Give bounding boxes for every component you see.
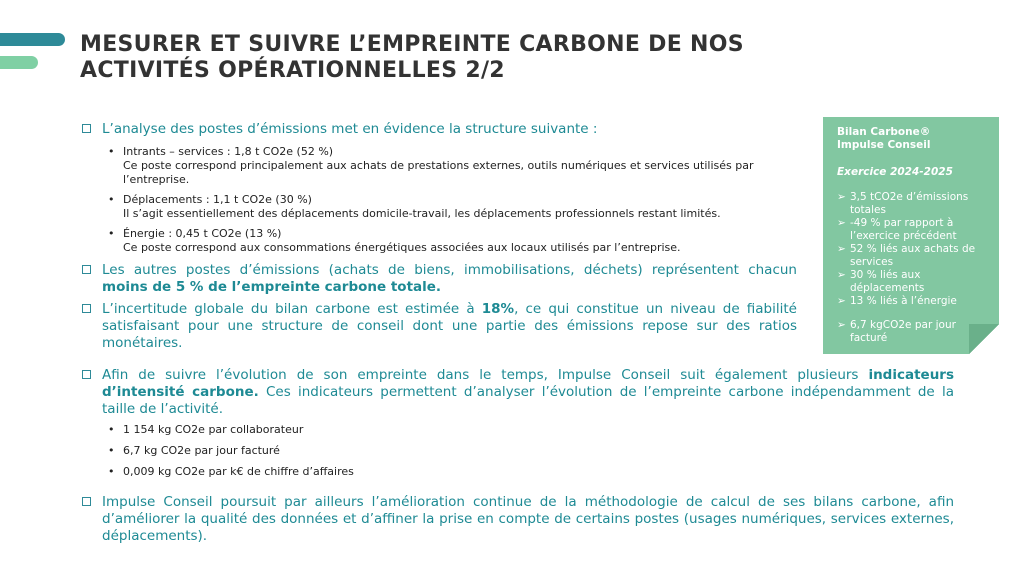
section-other-posts-text [102,262,797,296]
box-item-text: 52 % liés aux achats de services [850,243,976,268]
text: Afin de suivre l’évolution de son empreinte dans le temps, Impulse Conseil suit également plusieurs [102,367,869,383]
title-line-1: MESURER ET SUIVRE L’EMPREINTE CARBONE DE NOS [80,32,744,57]
checkbox-bullet-icon [82,124,91,133]
emphasis: indicateurs d’intensité carbone. [102,367,954,400]
title-line-2: ACTIVITÉS OPÉRATIONNELLES 2/2 [80,58,505,83]
arrow-bullet-icon: ➢ [837,269,846,281]
bullet-dot-icon: • [108,444,115,457]
decor-bar-light [0,56,38,69]
list-item [108,444,608,458]
bullet-dot-icon: • [108,145,115,158]
arrow-bullet-icon: ➢ [837,243,846,255]
checkbox-bullet-icon [82,304,91,313]
arrow-bullet-icon: ➢ [837,217,846,229]
box-item-text: 30 % liés aux déplacements [850,269,925,294]
list-item [108,423,608,437]
checkbox-bullet-icon [82,370,91,379]
box-list-item [837,191,987,217]
carbon-summary-box [823,117,999,354]
checkbox-bullet-icon [82,497,91,506]
box-exercice: Exercice 2024-2025 [837,166,953,178]
item-body: Ce poste correspond principalement aux achats de prestations externes, outils numériques et services utilisés par l’entreprise. [123,159,754,186]
item-head: Intrants – services : 1,8 t CO2e (52 %) [123,145,334,158]
section-methodology-text: Impulse Conseil poursuit par ailleurs l’amélioration continue de la méthodologie de calcul de ses bilans carbone, afin d’améliorer la qualité des données et d’affiner la prise en compte de certains postes (usages numériques, services externes, déplacements). [102,494,954,544]
box-list-item [837,319,987,345]
list-item [108,227,788,255]
list-item [108,193,788,221]
box-list [837,191,987,345]
page-title [80,32,840,84]
text: L’incertitude globale du bilan carbone est estimée à [102,301,482,317]
item-text: 1 154 kg CO2e par collaborateur [123,423,304,436]
arrow-bullet-icon: ➢ [837,295,846,307]
box-item-text: 6,7 kgCO2e par jour facturé [850,319,956,344]
item-head: Déplacements : 1,1 t CO2e (30 %) [123,193,312,206]
box-title-1: Bilan Carbone® [837,126,931,138]
item-body: Ce poste correspond aux consommations énergétiques associées aux locaux utilisés par l’entreprise. [123,241,681,254]
item-body: Il s’agit essentiellement des déplacements domicile-travail, les déplacements professionnels restant limités. [123,207,721,220]
box-list-item [837,217,987,243]
item-text: 0,009 kg CO2e par k€ de chiffre d’affaires [123,465,354,478]
emphasis: moins de 5 % de l’empreinte carbone totale. [102,279,442,295]
page-fold-corner [969,324,999,354]
decor-bar-dark [0,33,65,46]
item-head: Énergie : 0,45 t CO2e (13 %) [123,227,282,240]
list-item [108,145,788,187]
checkbox-bullet-icon [82,265,91,274]
box-list-item [837,269,987,295]
section-analysis-text: L’analyse des postes d’émissions met en évidence la structure suivante : [102,121,598,137]
bullet-dot-icon: • [108,227,115,240]
section-uncertainty [82,301,797,352]
bullet-dot-icon: • [108,465,115,478]
emphasis: 18% [481,301,515,317]
box-item-text: 13 % liés à l’énergie [850,295,957,307]
section-other-posts [82,262,797,296]
section-indicators-text [102,367,954,418]
section-indicators [82,367,954,418]
bullet-dot-icon: • [108,423,115,436]
text: Ces indicateurs permettent d’analyser l’évolution de l’empreinte carbone indépendamment de la taille de l’activité. [102,384,954,417]
box-title-2: Impulse Conseil [837,139,931,151]
section-uncertainty-text [102,301,797,352]
section-analysis [82,121,797,138]
item-text: 6,7 kg CO2e par jour facturé [123,444,280,457]
box-list-item [837,295,987,308]
box-item-text: -49 % par rapport à l’exercice précédent [850,217,957,242]
list-item [108,465,608,479]
text: , ce qui constitue un niveau de fiabilité satisfaisant pour une structure de conseil dont une partie des émissions repose sur des ratios monétaires. [102,301,797,351]
arrow-bullet-icon: ➢ [837,319,846,331]
section-methodology [82,494,954,545]
bullet-dot-icon: • [108,193,115,206]
text: Les autres postes d’émissions (achats de biens, immobilisations, déchets) représentent chacun [102,262,797,278]
arrow-bullet-icon: ➢ [837,191,846,203]
box-item-text: 3,5 tCO2e d’émissions totales [850,191,969,216]
box-list-item [837,243,987,269]
